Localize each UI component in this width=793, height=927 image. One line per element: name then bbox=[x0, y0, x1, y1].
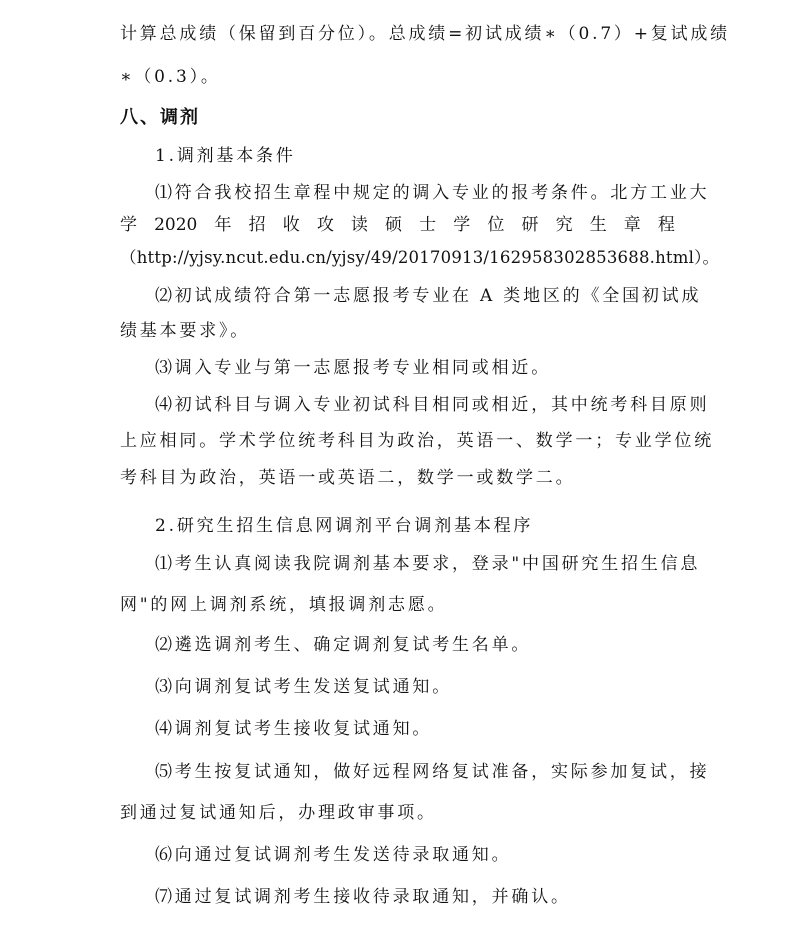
word: 攻 bbox=[316, 215, 334, 235]
word: 读 bbox=[350, 215, 368, 235]
word: 年 bbox=[214, 215, 232, 235]
procedure-3: ⑶向调剂复试考生发送复试通知。 bbox=[155, 677, 452, 697]
word: 士 bbox=[419, 215, 437, 235]
item-4-line-1: ⑷初试科目与调入专业初试科目相同或相近，其中统考科目原则 bbox=[155, 395, 710, 415]
item-4-line-3: 考科目为政治，英语一或英语二，数学一或数学二。 bbox=[120, 468, 576, 488]
procedure-1-line-1: ⑴考生认真阅读我院调剂基本要求，登录"中国研究生招生信息 bbox=[155, 554, 701, 574]
intro-line-2: ∗（0.3）。 bbox=[120, 67, 221, 87]
item-4-line-2: 上应相同。学术学位统考科目为政治，英语一、数学一；专业学位统 bbox=[120, 431, 714, 451]
procedure-6: ⑹向通过复试调剂考生发送待录取通知。 bbox=[155, 845, 512, 865]
procedure-5-line-1: ⑸考生按复试通知，做好远程网络复试准备，实际参加复试，接 bbox=[155, 762, 710, 782]
word: 2020 bbox=[154, 215, 198, 235]
item-1-line-1: ⑴符合我校招生章程中规定的调入专业的报考条件。北方工业大 bbox=[155, 183, 710, 203]
item-1-line-2 bbox=[120, 214, 675, 236]
item-2-line-1: ⑵初试成绩符合第一志愿报考专业在 A 类地区的《全国初试成 bbox=[155, 286, 702, 306]
word: 学 bbox=[453, 215, 471, 235]
word: 究 bbox=[555, 215, 573, 235]
subsection-title-2: 2.研究生招生信息网调剂平台调剂基本程序 bbox=[155, 516, 534, 536]
item-3: ⑶调入专业与第一志愿报考专业相同或相近。 bbox=[155, 358, 551, 378]
word: 研 bbox=[521, 215, 539, 235]
word: 学 bbox=[120, 215, 137, 235]
word: 位 bbox=[487, 215, 505, 235]
word: 程 bbox=[657, 215, 675, 235]
word: 收 bbox=[282, 215, 300, 235]
item-2-line-2: 绩基本要求》。 bbox=[120, 321, 251, 341]
intro-line-1: 计算总成绩（保留到百分位）。总成绩=初试成绩∗（0.7）+复试成绩 bbox=[120, 24, 730, 44]
word: 章 bbox=[623, 215, 641, 235]
procedure-5-line-2: 到通过复试通知后，办理政审事项。 bbox=[120, 803, 437, 823]
item-1-url-line: （http://yjsy.ncut.edu.cn/yjsy/49/20170913/162958302853688.html）。 bbox=[120, 248, 720, 267]
procedure-4: ⑷调剂复试考生接收复试通知。 bbox=[155, 719, 433, 739]
procedure-1-line-2: 网"的网上调剂系统，填报调剂志愿。 bbox=[120, 595, 448, 615]
word: 生 bbox=[589, 215, 607, 235]
section-heading: 八、调剂 bbox=[120, 107, 200, 128]
word: 硕 bbox=[385, 215, 403, 235]
subsection-title-1: 1.调剂基本条件 bbox=[155, 146, 296, 166]
word: 招 bbox=[248, 215, 266, 235]
procedure-2: ⑵遴选调剂考生、确定调剂复试考生名单。 bbox=[155, 635, 532, 655]
procedure-7: ⑺通过复试调剂考生接收待录取通知，并确认。 bbox=[155, 887, 571, 907]
